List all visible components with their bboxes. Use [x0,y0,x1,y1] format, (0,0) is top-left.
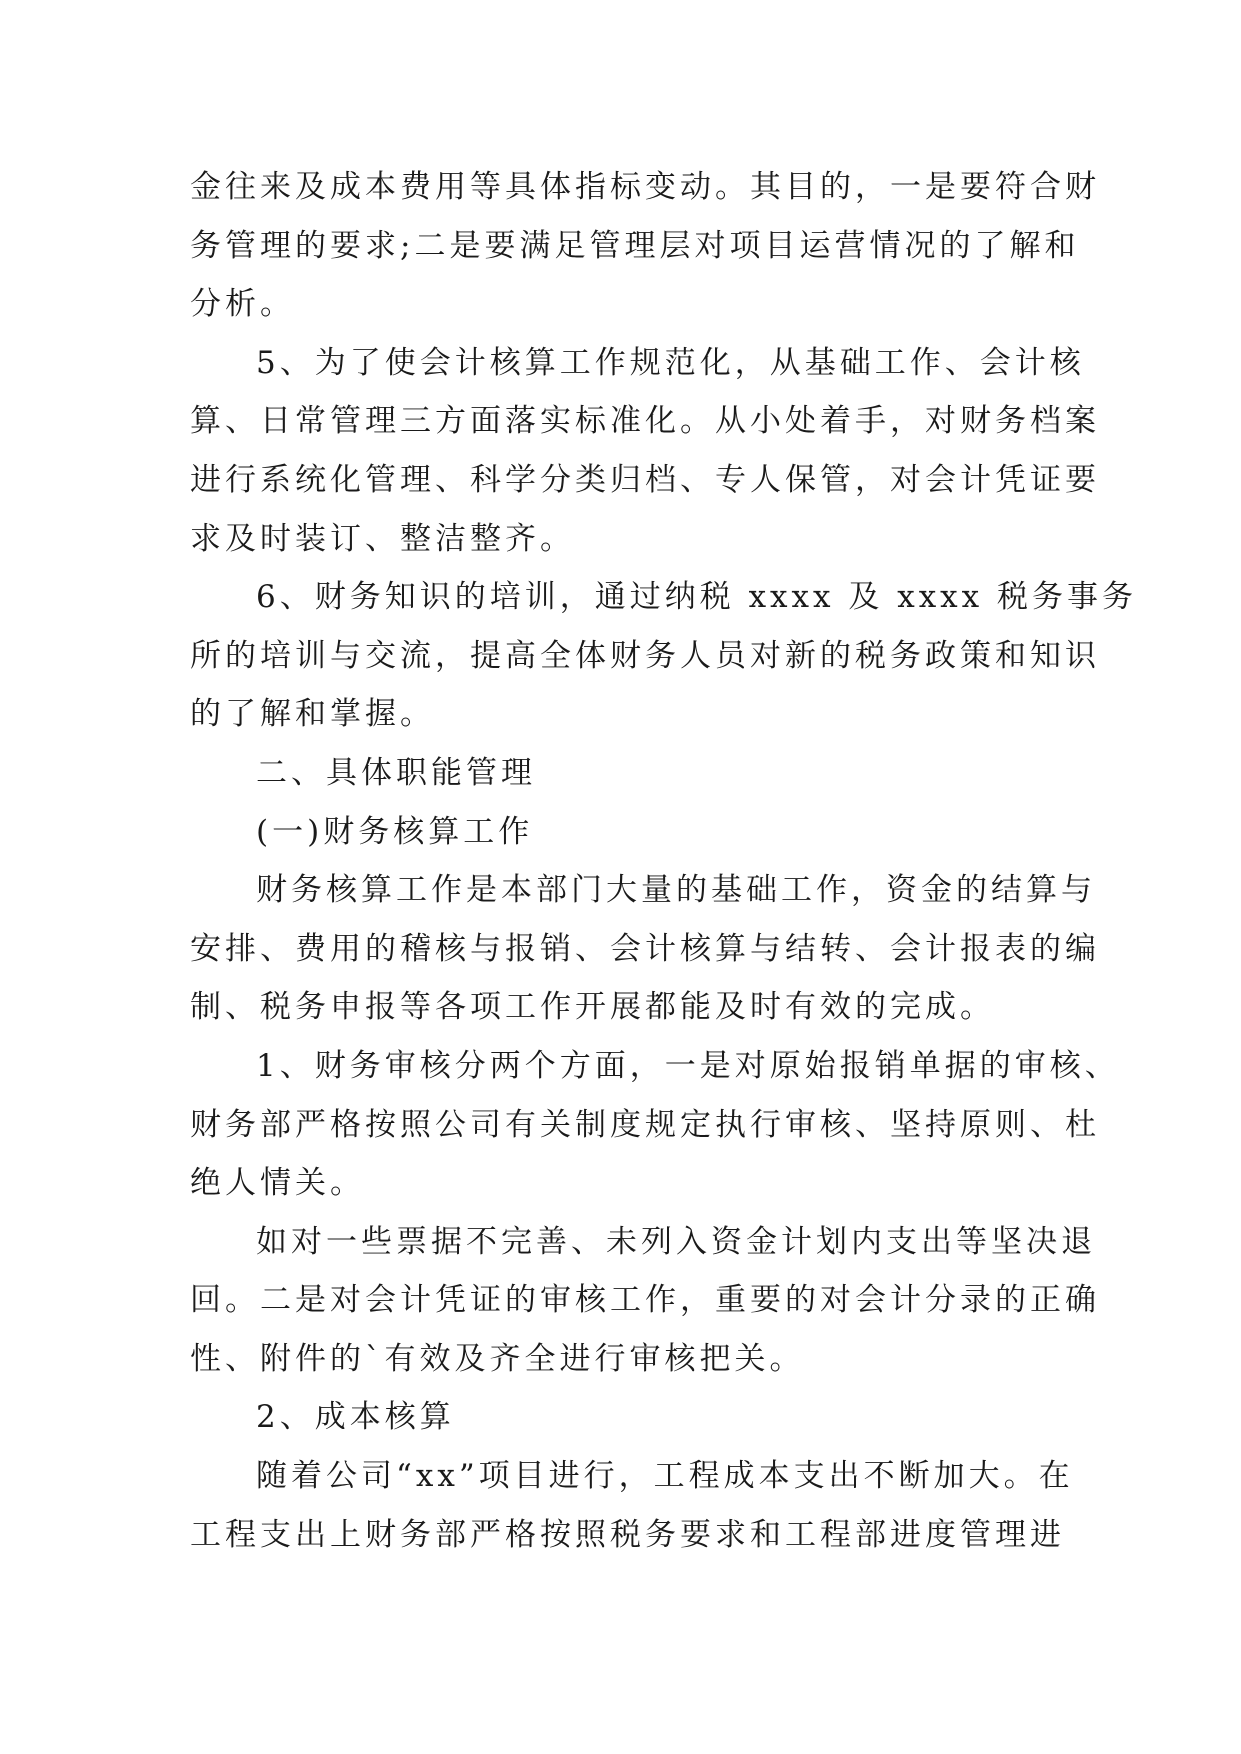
text-line: 6、财务知识的培训，通过纳税 xxxx 及 xxxx 税务事务 [256,579,1138,616]
text-line: 二、具体职能管理 [256,754,536,791]
text-line: 性、附件的`有效及齐全进行审核把关。 [190,1340,805,1377]
text-line: 随着公司“xx”项目进行，工程成本支出不断加大。在 [256,1458,1074,1495]
text-line: 所的培训与交流，提高全体财务人员对新的税务政策和知识 [190,637,1100,674]
text-line: 财务核算工作是本部门大量的基础工作，资金的结算与 [256,872,1096,909]
text-line: 算、日常管理三方面落实标准化。从小处着手，对财务档案 [190,403,1100,440]
text-line: 求及时装订、整洁整齐。 [190,520,575,557]
text-line: 绝人情关。 [190,1165,365,1202]
text-line: 2、成本核算 [256,1399,455,1436]
text-line: 1、财务审核分两个方面，一是对原始报销单据的审核、 [256,1047,1120,1084]
text-line: 金往来及成本费用等具体指标变动。其目的，一是要符合财 [190,169,1100,205]
text-line: 回。二是对会计凭证的审核工作，重要的对会计分录的正确 [190,1282,1100,1319]
text-line: 务管理的要求;二是要满足管理层对项目运营情况的了解和 [190,227,1080,264]
text-line: (一)财务核算工作 [256,813,534,850]
text-line: 5、为了使会计核算工作规范化，从基础工作、会计核 [256,344,1085,381]
text-line: 的了解和掌握。 [190,696,435,733]
text-line: 财务部严格按照公司有关制度规定执行审核、坚持原则、杜 [190,1106,1100,1143]
text-line: 工程支出上财务部严格按照税务要求和工程部进度管理进 [190,1516,1065,1553]
text-line: 如对一些票据不完善、未列入资金计划内支出等坚决退 [256,1223,1096,1260]
text-line: 制、税务申报等各项工作开展都能及时有效的完成。 [190,989,995,1026]
document-body [190,158,1138,1564]
text-line: 安排、费用的稽核与报销、会计核算与结转、会计报表的编 [190,930,1100,967]
text-line: 分析。 [190,286,295,323]
text-line: 进行系统化管理、科学分类归档、专人保管，对会计凭证要 [190,461,1100,498]
